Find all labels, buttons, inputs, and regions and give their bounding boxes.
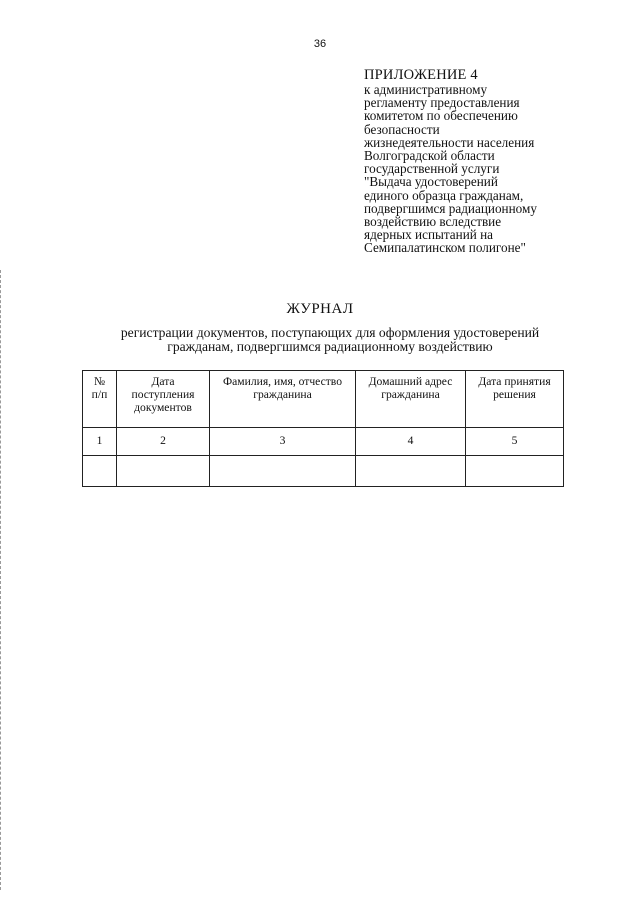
scan-edge-mark (0, 270, 4, 890)
appendix-line: единого образца гражданам, (364, 187, 524, 203)
appendix-line: государственной услуги (364, 161, 500, 177)
column-number-cell: 2 (117, 428, 210, 456)
empty-cell (210, 456, 356, 487)
table-row (83, 456, 564, 487)
appendix-line: Волгоградской области (364, 148, 495, 164)
appendix-block (364, 68, 604, 255)
appendix-line: ядерных испытаний на (364, 227, 494, 243)
appendix-line: Семипалатинском полигоне" (364, 240, 526, 256)
appendix-title: ПРИЛОЖЕНИЕ 4 (364, 67, 478, 83)
empty-cell (117, 456, 210, 487)
page-number: 36 (313, 38, 327, 50)
column-number-cell: 4 (356, 428, 466, 456)
appendix-line: воздействию вследствие (364, 214, 502, 230)
journal-subtitle-line: гражданам, подвергшимся радиационному воздействию (167, 339, 493, 354)
column-number-cell: 5 (466, 428, 564, 456)
appendix-line: регламенту предоставления (364, 95, 520, 111)
appendix-line: жизнедеятельности населения (364, 134, 535, 150)
appendix-line: подвергшимся радиационному (364, 200, 537, 216)
appendix-line: безопасности (364, 121, 440, 137)
journal-title: ЖУРНАЛ (286, 301, 354, 317)
header-full-name: Фамилия, имя, отчество гражданина (210, 371, 356, 428)
appendix-line: к административному (364, 82, 488, 97)
registration-table (82, 370, 564, 487)
column-number-cell: 1 (83, 428, 117, 456)
column-number-cell: 3 (210, 428, 356, 456)
journal-subtitle-line: регистрации документов, поступающих для оформления удостоверений (120, 325, 540, 340)
header-receipt-date: Дата поступления документов (117, 371, 210, 428)
journal-subtitle (60, 326, 600, 354)
empty-cell (356, 456, 466, 487)
header-number: № п/п (83, 371, 117, 428)
empty-cell (83, 456, 117, 487)
appendix-line: "Выдача удостоверений (364, 174, 498, 190)
appendix-line: комитетом по обеспечению (364, 108, 518, 124)
table-row (83, 428, 564, 456)
table-header-row (83, 371, 564, 428)
empty-cell (466, 456, 564, 487)
header-home-address: Домашний адрес гражданина (356, 371, 466, 428)
header-decision-date: Дата принятия решения (466, 371, 564, 428)
